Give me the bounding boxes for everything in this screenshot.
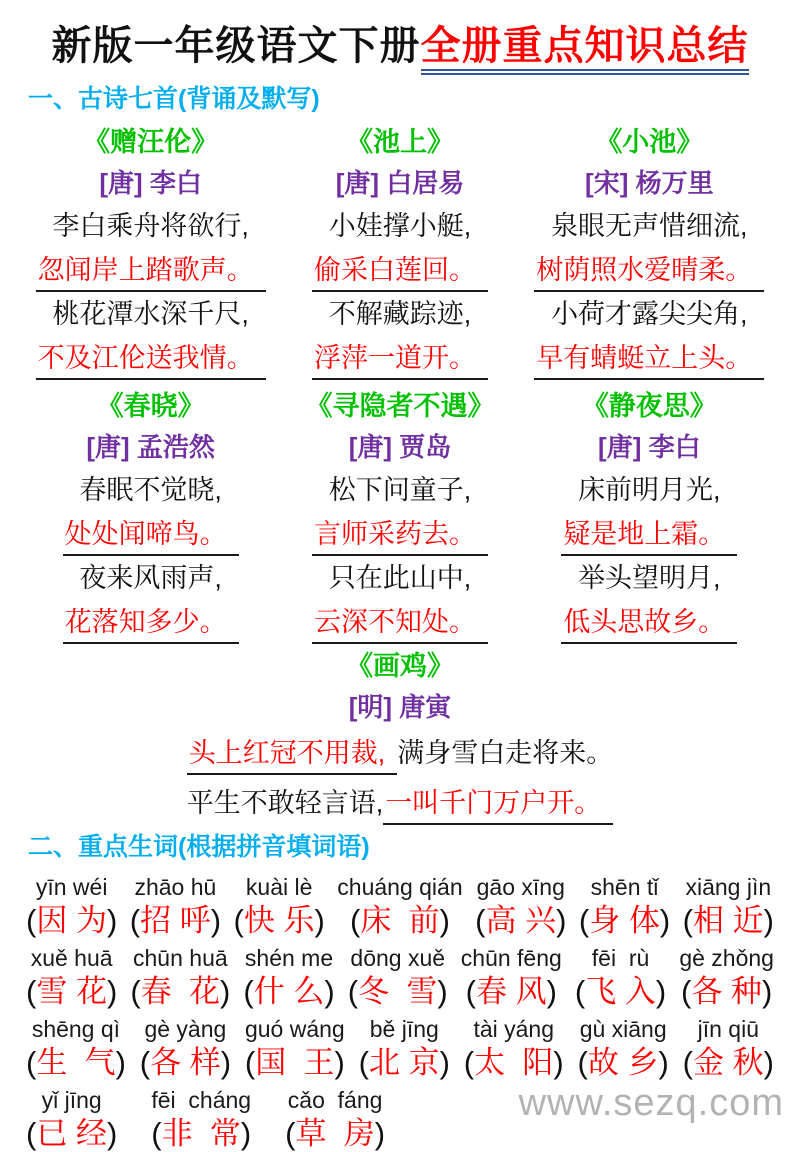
vocab-word <box>575 973 666 1010</box>
vocab-word <box>243 973 334 1010</box>
vocab-item <box>26 1085 117 1152</box>
poem-line-answer: 低头思故乡。 <box>561 605 737 644</box>
open-paren: ( <box>358 1045 369 1080</box>
open-paren: ( <box>347 974 359 1009</box>
vocab-word-chars: 床 前 <box>360 903 440 938</box>
vocab-item <box>337 872 462 939</box>
close-paren: ) <box>220 1045 232 1080</box>
open-paren: ( <box>243 974 254 1009</box>
poem-line <box>26 600 275 644</box>
poem-line-answer: 浮萍一道开。 <box>312 341 488 380</box>
poem-line <box>26 778 774 828</box>
poem-author: [宋] 杨万里 <box>585 168 714 198</box>
vocab-pinyin: cǎo fáng <box>287 1087 383 1113</box>
vocab-word-chars: 国 王 <box>255 1045 335 1080</box>
poem-line <box>26 512 275 556</box>
vocab-word-chars: 雪 花 <box>36 974 107 1009</box>
close-paren: ) <box>115 1045 126 1080</box>
close-paren: ) <box>324 974 335 1009</box>
poem-line-answer: 树荫照水爱晴柔。 <box>534 253 764 292</box>
poem-author: [唐] 白居易 <box>335 168 465 198</box>
close-paren: ) <box>763 903 774 938</box>
poem-title: 《赠汪伦》 <box>83 127 219 157</box>
vocab-item <box>679 943 774 1010</box>
poem-line <box>275 292 524 336</box>
open-paren: ( <box>26 903 37 938</box>
close-paren: ) <box>374 1116 386 1151</box>
open-paren: ( <box>139 1045 151 1080</box>
vocab-word-chars: 草 房 <box>295 1116 375 1151</box>
section-heading-vocab: 二、重点生词(根据拼音填词语) <box>28 833 370 861</box>
vocab-word <box>130 973 230 1010</box>
vocab-pinyin: gù xiāng <box>579 1016 667 1042</box>
poem-line-answer: 不及江伦送我情。 <box>36 341 266 380</box>
vocab-pinyin: jīn qiū <box>697 1016 759 1042</box>
close-paren: ) <box>763 1045 774 1080</box>
vocab-word <box>579 902 670 939</box>
vocab-pinyin: shēng qì <box>31 1016 121 1042</box>
poem-line <box>275 512 524 556</box>
poem-author: [唐] 李白 <box>99 168 202 198</box>
poem-line <box>525 556 774 600</box>
vocab-item <box>475 872 566 939</box>
poem-line-text: 李白乘舟将欲行, <box>52 211 249 241</box>
open-paren: ( <box>463 1045 475 1080</box>
close-paren: ) <box>658 1045 669 1080</box>
open-paren: ( <box>129 903 141 938</box>
poem-line-text: 不解藏踪迹, <box>328 299 472 329</box>
poem-line <box>275 248 524 292</box>
vocab-pinyin: dōng xuě <box>350 945 446 971</box>
watermark: www.sezq.com <box>518 1082 784 1124</box>
vocab-pinyin: chūn huā <box>133 945 228 971</box>
vocab-word-chars: 春 花 <box>140 974 220 1009</box>
vocab-pinyin: bě jīng <box>369 1016 439 1042</box>
vocab-row <box>26 872 774 939</box>
open-paren: ( <box>233 903 244 938</box>
vocab-word <box>151 1115 251 1152</box>
poem-line <box>26 204 275 248</box>
poem-author: [唐] 贾岛 <box>348 432 452 462</box>
vocab-item <box>245 1014 345 1081</box>
poem-card <box>525 380 774 644</box>
vocab-word-chars: 太 阳 <box>474 1045 554 1080</box>
poem-line <box>26 336 275 380</box>
poem-line-answer: 花落知多少。 <box>63 605 239 644</box>
open-paren: ( <box>574 974 586 1009</box>
poem-line <box>275 204 524 248</box>
poem-line <box>26 728 774 778</box>
close-paren: ) <box>106 903 118 938</box>
section-heading-poems: 一、古诗七首(背诵及默写) <box>28 85 320 113</box>
vocab-row <box>26 1014 774 1081</box>
open-paren: ( <box>577 1045 588 1080</box>
vocab-item <box>130 943 230 1010</box>
vocab-word <box>681 973 772 1010</box>
poem-line-answer: 忽闻岸上踏歌声。 <box>36 253 266 292</box>
poem-line-text: 夜来风雨声, <box>79 563 222 593</box>
vocab-word <box>140 1044 231 1081</box>
open-paren: ( <box>680 974 692 1009</box>
poem-card <box>26 116 275 380</box>
vocab-item <box>26 872 117 939</box>
vocab-pinyin: gè yàng <box>144 1016 227 1042</box>
vocab-word-chars: 快 乐 <box>243 903 315 938</box>
close-paren: ) <box>314 903 325 938</box>
vocab-pinyin: tài yáng <box>473 1016 554 1042</box>
open-paren: ( <box>475 903 486 938</box>
vocab-word <box>359 1044 450 1081</box>
vocab-item <box>151 1085 251 1152</box>
vocab-item <box>683 1014 774 1081</box>
open-paren: ( <box>26 1045 37 1080</box>
vocab-row <box>26 943 774 1010</box>
close-paren: ) <box>546 974 557 1009</box>
vocab-item <box>26 1014 126 1081</box>
poem-line <box>275 336 524 380</box>
open-paren: ( <box>578 903 590 938</box>
vocab-item <box>359 1014 450 1081</box>
vocab-word <box>683 1044 774 1081</box>
vocab-item <box>464 1014 564 1081</box>
vocab-pinyin: gāo xīng <box>476 874 565 900</box>
close-paren: ) <box>437 974 448 1009</box>
poem-title: 《池上》 <box>345 127 454 157</box>
poem-line-text: 松下问童子, <box>328 475 472 505</box>
vocab-word-chars: 飞 入 <box>585 974 656 1009</box>
poem-title: 《画鸡》 <box>346 651 454 681</box>
vocab-word-chars: 相 近 <box>692 903 764 938</box>
vocab-word <box>466 973 557 1010</box>
vocab-pinyin: fēi cháng <box>151 1087 252 1113</box>
poem-line-text: 满身雪白走将来。 <box>397 738 614 768</box>
vocab-word <box>464 1044 564 1081</box>
vocab-pinyin: shēn tǐ <box>590 874 659 900</box>
close-paren: ) <box>334 1045 345 1080</box>
vocab-word-chars: 各 样 <box>150 1045 221 1080</box>
vocab-word <box>26 902 117 939</box>
vocab-item <box>578 1014 669 1081</box>
close-paren: ) <box>219 974 231 1009</box>
open-paren: ( <box>26 1116 37 1151</box>
poem-line-text: 床前明月光, <box>578 475 721 505</box>
vocab-word-chars: 各 种 <box>691 974 762 1009</box>
vocab-item <box>683 872 774 939</box>
open-paren: ( <box>682 1045 693 1080</box>
vocab-pinyin: xuě huā <box>30 945 113 971</box>
vocab-word <box>26 1115 117 1152</box>
vocab-pinyin: gè zhǒng <box>679 945 774 971</box>
vocab-word-chars: 金 秋 <box>693 1045 764 1080</box>
poem-author: [唐] 孟浩然 <box>86 432 215 462</box>
poem-card <box>525 116 774 380</box>
poem-line <box>26 556 275 600</box>
vocab-pinyin: xiāng jìn <box>685 874 772 900</box>
vocab-item <box>579 872 670 939</box>
vocab-word <box>350 902 450 939</box>
open-paren: ( <box>151 1116 162 1151</box>
vocab-item <box>234 872 325 939</box>
close-paren: ) <box>556 903 567 938</box>
vocab-pinyin: chūn fēng <box>460 945 562 971</box>
page-title-red-underlined: 全册重点知识总结 <box>421 23 749 75</box>
poem-grid <box>26 116 774 644</box>
vocab-item <box>285 1085 385 1152</box>
vocab-pinyin: guó wáng <box>244 1016 345 1042</box>
open-paren: ( <box>26 974 37 1009</box>
vocab-word <box>26 973 117 1010</box>
poem-line-text: 春眠不觉晓, <box>79 475 222 505</box>
poem-card <box>275 380 524 644</box>
poem-title: 《静夜思》 <box>581 391 717 421</box>
vocab-item <box>348 943 448 1010</box>
open-paren: ( <box>350 903 361 938</box>
close-paren: ) <box>761 974 773 1009</box>
poem-line-text: 泉眼无声惜细流, <box>551 211 748 241</box>
close-paren: ) <box>210 903 222 938</box>
vocab-word-chars: 春 风 <box>475 974 547 1009</box>
vocab-item <box>130 872 221 939</box>
vocab-pinyin: yǐ jīng <box>41 1087 102 1113</box>
open-paren: ( <box>285 1116 296 1151</box>
vocab-pinyin: kuài lè <box>245 874 313 900</box>
poem-title: 《小池》 <box>595 127 704 157</box>
vocab-word-chars: 身 体 <box>589 903 660 938</box>
vocab-pinyin: fēi rù <box>591 945 650 971</box>
poem-line <box>525 248 774 292</box>
poem-card <box>275 116 524 380</box>
poem-huaji <box>26 646 774 828</box>
poem-line <box>26 292 275 336</box>
open-paren: ( <box>465 974 476 1009</box>
poem-author: [明] 唐寅 <box>348 692 452 722</box>
vocab-item <box>243 943 334 1010</box>
poem-author: [唐] 李白 <box>598 432 701 462</box>
open-paren: ( <box>130 974 141 1009</box>
vocab-word-chars: 什 么 <box>253 974 325 1009</box>
page-title-black: 新版一年级语文下册 <box>51 23 421 68</box>
poem-line <box>275 468 524 512</box>
vocab-item <box>26 943 117 1010</box>
poem-card <box>26 380 275 644</box>
vocab-word <box>683 902 774 939</box>
poem-line <box>525 336 774 380</box>
vocab-word <box>578 1044 669 1081</box>
poem-title: 《寻隐者不遇》 <box>305 391 495 421</box>
close-paren: ) <box>106 1116 118 1151</box>
poem-line-answer: 早有蜻蜓立上头。 <box>534 341 764 380</box>
vocab-item <box>140 1014 231 1081</box>
poem-line <box>525 292 774 336</box>
open-paren: ( <box>244 1045 256 1080</box>
close-paren: ) <box>655 974 667 1009</box>
vocab-word-chars: 招 呼 <box>140 903 211 938</box>
poem-line-answer: 偷采白莲回。 <box>312 253 488 292</box>
poem-line <box>275 600 524 644</box>
poem-line <box>26 248 275 292</box>
vocab-word <box>26 1044 126 1081</box>
vocab-word <box>245 1044 345 1081</box>
vocab-word <box>285 1115 385 1152</box>
close-paren: ) <box>106 974 118 1009</box>
vocab-pinyin: zhāo hū <box>134 874 217 900</box>
vocab-pinyin: yīn wéi <box>35 874 108 900</box>
close-paren: ) <box>240 1116 252 1151</box>
poem-title: 《春晓》 <box>96 391 205 421</box>
poem-line-text: 举头望明月, <box>578 563 721 593</box>
vocab-item <box>461 943 562 1010</box>
poem-line <box>525 512 774 556</box>
vocab-word <box>475 902 566 939</box>
vocab-word-chars: 生 气 <box>36 1045 116 1080</box>
close-paren: ) <box>659 903 671 938</box>
poem-line-answer: 云深不知处。 <box>312 605 488 644</box>
poem-line-answer: 言师采药去。 <box>312 517 488 556</box>
vocab-word-chars: 北 京 <box>368 1045 440 1080</box>
vocab-item <box>575 943 666 1010</box>
open-paren: ( <box>682 903 693 938</box>
vocab-pinyin: chuáng qián <box>337 874 463 900</box>
vocab-word <box>130 902 221 939</box>
poem-line-text: 只在此山中, <box>328 563 472 593</box>
vocab-word-chars: 故 乡 <box>587 1045 659 1080</box>
poem-line <box>525 204 774 248</box>
vocab-word-chars: 非 常 <box>161 1116 241 1151</box>
poem-line-text: 桃花潭水深千尺, <box>52 299 249 329</box>
vocab-pinyin: shén me <box>244 945 334 971</box>
close-paren: ) <box>553 1045 564 1080</box>
poem-line-text: 小荷才露尖尖角, <box>551 299 748 329</box>
vocab-word <box>234 902 325 939</box>
close-paren: ) <box>439 903 450 938</box>
vocab-word-chars: 冬 雪 <box>358 974 438 1009</box>
poem-line <box>275 556 524 600</box>
page-title <box>26 20 774 72</box>
poem-line <box>525 600 774 644</box>
poem-line <box>525 468 774 512</box>
poem-line-answer: 疑是地上霜。 <box>561 517 737 556</box>
vocab-word-chars: 高 兴 <box>485 903 557 938</box>
poem-line-text: 平生不敢轻言语, <box>186 788 384 818</box>
poem-line-answer: 处处闻啼鸟。 <box>63 517 239 556</box>
close-paren: ) <box>439 1045 450 1080</box>
poem-line-answer: 一叫千门万户开。 <box>383 786 613 825</box>
poem-line-text: 小娃撑小艇, <box>328 211 472 241</box>
poem-line <box>26 468 275 512</box>
vocab-word-chars: 因 为 <box>36 903 107 938</box>
vocab-word <box>348 973 448 1010</box>
poem-line-answer: 头上红冠不用裁, <box>187 736 398 775</box>
vocab-word-chars: 已 经 <box>36 1116 107 1151</box>
